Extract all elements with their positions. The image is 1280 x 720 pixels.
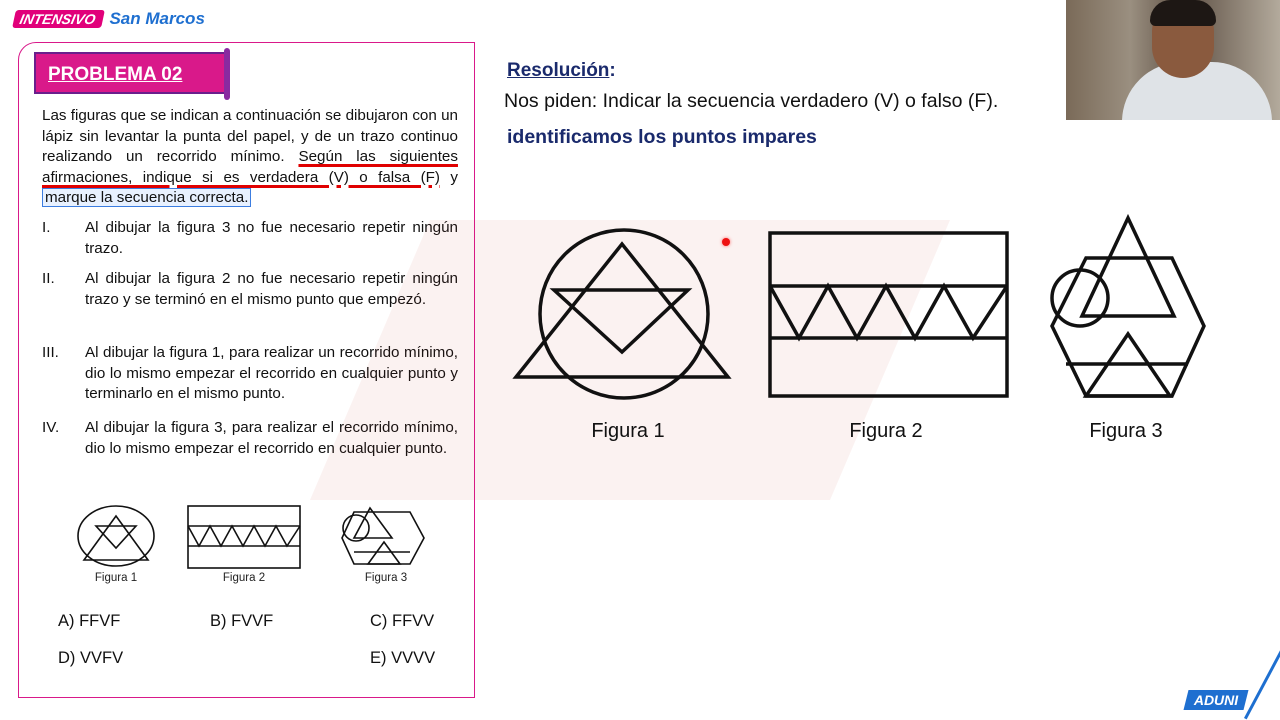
resolution-title-colon: : bbox=[609, 60, 616, 81]
statement-joiner: y bbox=[440, 168, 458, 186]
problem-statement bbox=[42, 106, 458, 209]
mini-figure-1-label: Figura 1 bbox=[94, 572, 138, 584]
option-a[interactable]: A) FFVF bbox=[58, 612, 121, 630]
figure-2-large bbox=[766, 230, 1012, 400]
mini-figure-3-label: Figura 3 bbox=[364, 572, 408, 584]
banner-roll bbox=[224, 48, 230, 100]
option-b[interactable]: B) FVVF bbox=[210, 612, 274, 630]
logo-accent-line bbox=[1244, 642, 1280, 719]
statement-num: I. bbox=[42, 219, 51, 236]
resolution-title-text: Resolución bbox=[507, 60, 610, 81]
statement-text: Al dibujar la figura 1, para realizar un recorrido mínimo, dio lo mismo empezar el recorrido en cualquier punto y terminarlo en el mismo punto. bbox=[85, 344, 458, 402]
statement-boxed: marque la secuencia correcta. bbox=[42, 188, 251, 207]
figure-3-label: Figura 3 bbox=[1089, 420, 1163, 442]
statement-num: II. bbox=[42, 270, 55, 287]
brand-header bbox=[14, 8, 205, 30]
webcam-feed bbox=[1066, 0, 1280, 120]
option-d[interactable]: D) VVFV bbox=[58, 649, 124, 667]
statement-highlight: Según las siguientes afirmaciones, indique si es verdadera (V) o falsa (F) bbox=[42, 148, 458, 186]
statement-text: Al dibujar la figura 3, para realizar el recorrido mínimo, dio lo mismo empezar el recorrido en cualquier punto. bbox=[85, 419, 458, 457]
resolution-line: Nos piden: Indicar la secuencia verdadero (V) o falso (F). bbox=[504, 90, 999, 112]
statement-plain: Las figuras que se indican a continuación se dibujaron con un lápiz sin levantar la punta del papel, y de un trazo continuo realizando un recorrido mínimo. bbox=[42, 107, 458, 165]
problem-title: PROBLEMA 02 bbox=[48, 64, 183, 85]
laser-pointer-dot bbox=[722, 238, 730, 246]
figure-3-large bbox=[1046, 212, 1210, 404]
brand-name: San Marcos bbox=[109, 9, 205, 28]
presenter-hair bbox=[1150, 0, 1216, 26]
statement-num: IV. bbox=[42, 419, 60, 436]
mini-figure-1 bbox=[74, 502, 158, 574]
problem-banner bbox=[34, 52, 226, 94]
figure-2-label: Figura 2 bbox=[849, 420, 923, 442]
resolution-subtitle: identificamos los puntos impares bbox=[507, 126, 817, 148]
option-e[interactable]: E) VVVV bbox=[370, 649, 436, 667]
brand-tag: INTENSIVO bbox=[12, 10, 105, 28]
statement-text: Al dibujar la figura 2 no fue necesario repetir ningún trazo y se terminó en el mismo punto que empezó. bbox=[85, 270, 458, 308]
statement-text: Al dibujar la figura 3 no fue necesario repetir ningún trazo. bbox=[85, 219, 458, 257]
figure-1-large bbox=[510, 222, 734, 404]
mini-figure-2-label: Figura 2 bbox=[222, 572, 266, 584]
aduni-logo bbox=[1184, 690, 1249, 710]
figure-1-label: Figura 1 bbox=[591, 420, 665, 442]
resolution-title bbox=[507, 60, 616, 82]
aduni-logo-text: ADUNI bbox=[1193, 692, 1239, 708]
statement-num: III. bbox=[42, 344, 59, 361]
option-c[interactable]: C) FFVV bbox=[370, 612, 435, 630]
